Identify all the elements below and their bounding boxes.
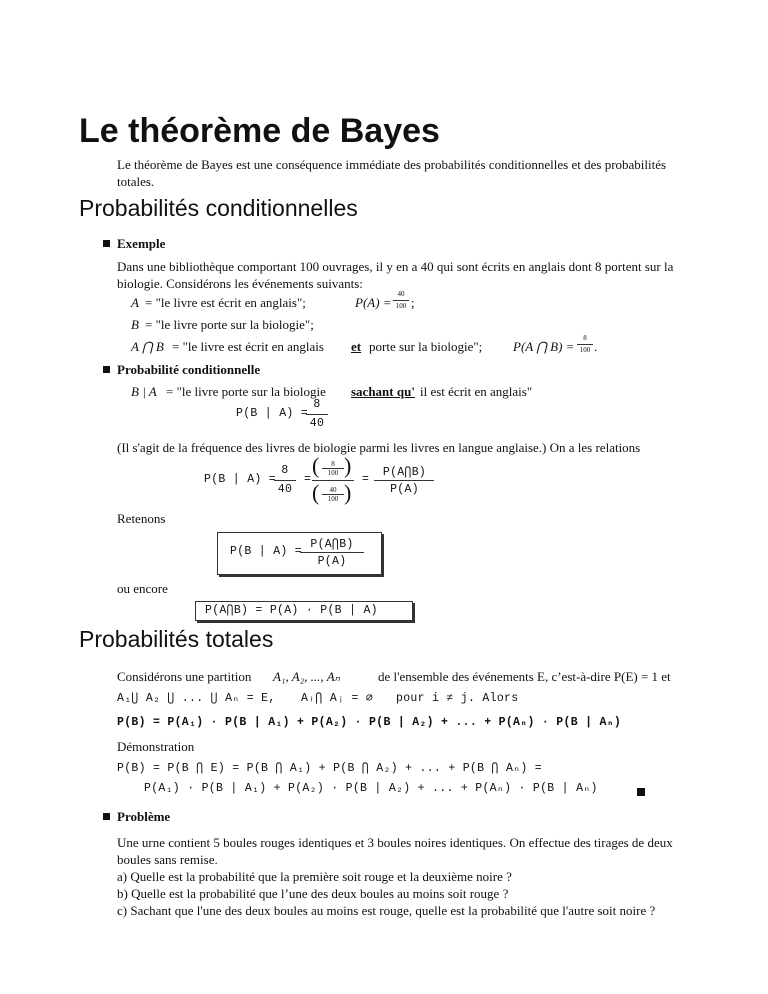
box2-formula: P(A⋂B) = P(A) · P(B | A): [205, 604, 378, 617]
event-ab-symbol: A ⋂ B: [131, 339, 164, 354]
rel-den4: P(A): [390, 483, 419, 496]
page-title: Le théorème de Bayes: [79, 112, 440, 150]
paren-icon: (: [312, 453, 320, 478]
total-probability-formula: P(B) = P(A₁) · P(B | A₁) + P(A₂) · P(B | A₂) + ... + P(Aₙ) · P(B | Aₙ): [117, 716, 622, 729]
cond-symbol: B | A: [131, 384, 157, 399]
prob-a-label: P(A) =: [355, 295, 392, 310]
event-ab-definition-1: = "le livre est écrit en anglais: [172, 339, 324, 354]
rel-den2: 100: [327, 469, 339, 477]
intro-paragraph: Le théorème de Bayes est une conséquence immédiate des probabilités conditionnelles et des probabilités totales.: [117, 157, 667, 189]
rel-num1: 8: [281, 464, 289, 477]
ou-encore-label: ou encore: [117, 581, 168, 596]
event-a-symbol: A: [131, 295, 139, 310]
question-b: b) Quelle est la probabilité que l’une des deux boules au moins soit rouge ?: [117, 886, 509, 901]
rel-den3: 100: [327, 495, 339, 503]
partition-text-2: de l'ensemble des événements E, c’est-à-dire P(E) = 1 et: [378, 669, 671, 684]
rel-num4: P(A⋂B): [382, 466, 427, 479]
partition-sets: A₁, A₂, ..., Aₙ: [273, 669, 340, 684]
demo-line-1: P(B) = P(B ⋂ E) = P(B ⋂ A₁) + P(B ⋂ A₂) + ... + P(B ⋂ Aₙ) =: [117, 762, 542, 775]
event-ab-definition-2: porte sur la biologie";: [369, 339, 483, 354]
fraction-bar: [306, 414, 328, 415]
paren-icon: (: [312, 480, 320, 505]
partition-text-1: Considérons une partition: [117, 669, 252, 684]
rel-eq2: =: [362, 473, 370, 486]
fraction-bar: [393, 300, 409, 301]
retenons-label: Retenons: [117, 511, 166, 526]
paren-icon: ): [344, 480, 352, 505]
inter-cond: pour i ≠ j. Alors: [396, 692, 519, 705]
prob-ab-numerator: 8: [583, 334, 587, 342]
demo-line-2: P(A₁) · P(B | A₁) + P(A₂) · P(B | A₂) + ... + P(Aₙ) · P(B | Aₙ): [144, 782, 598, 795]
event-b-symbol: B: [131, 317, 139, 332]
section-heading-totales: Probabilités totales: [79, 626, 274, 652]
pba-denominator: 40: [309, 417, 325, 430]
prob-a-numerator: 40: [397, 290, 405, 298]
rel-lhs: P(B | A) =: [204, 473, 277, 486]
example-label: Exemple: [117, 236, 166, 251]
fraction-bar: [577, 344, 593, 345]
fraction-bar: [300, 552, 364, 553]
event-b-definition: = "le livre porte sur la biologie";: [145, 317, 314, 332]
cond-definition-1: = "le livre porte sur la biologie: [166, 384, 326, 399]
cond-label: Probabilité conditionnelle: [117, 362, 261, 377]
bullet-icon: [103, 240, 110, 247]
cond-sachant: sachant qu': [351, 384, 415, 399]
example-paragraph: Dans une bibliothèque comportant 100 ouvrages, il y en a 40 qui sont écrits en anglais dont 8 portent sur la biologie. Considérons les événements suivants:: [117, 259, 674, 291]
inter-line: Aᵢ⋂ Aⱼ = ∅: [301, 692, 374, 705]
bullet-icon: [103, 813, 110, 820]
box1-numerator: P(A⋂B): [310, 538, 354, 551]
end-of-proof-icon: [637, 788, 645, 796]
prob-ab-end: .: [594, 339, 598, 354]
probleme-paragraph: Une urne contient 5 boules rouges identiques et 3 boules noires identiques. On effectue des tirages de deux boules sans remise.: [117, 835, 673, 867]
question-a: a) Quelle est la probabilité que la première soit rouge et la deuxième noire ?: [117, 869, 512, 884]
pba-label: P(B | A) =: [236, 407, 309, 420]
relation-paragraph: (Il s'agit de la fréquence des livres de biologie parmi les livres en langue anglaise.) On a les relations: [117, 440, 641, 455]
probleme-label: Problème: [117, 809, 171, 824]
prob-ab-denominator: 100: [579, 346, 591, 354]
rel-num2: 8: [331, 460, 335, 468]
box1-lhs: P(B | A) =: [230, 545, 303, 558]
pba-numerator: 8: [313, 398, 321, 411]
fraction-bar: [374, 480, 434, 481]
fraction-bar: [274, 480, 296, 481]
cond-definition-2: il est écrit en anglais": [420, 384, 533, 399]
union-line: A₁⋃ A₂ ⋃ ... ⋃ Aₙ = E,: [117, 692, 276, 705]
rel-eq: =: [304, 473, 312, 486]
event-ab-et: et: [351, 339, 362, 354]
section-heading-conditionnelles: Probabilités conditionnelles: [79, 195, 358, 221]
bullet-icon: [103, 366, 110, 373]
rel-den1: 40: [277, 483, 293, 496]
prob-ab-label: P(A ⋂ B) =: [513, 339, 575, 354]
paren-icon: ): [344, 453, 352, 478]
rel-num3: 40: [329, 486, 337, 494]
prob-a-denominator: 100: [395, 302, 407, 310]
box1-denominator: P(A): [317, 555, 347, 568]
demo-label: Démonstration: [117, 739, 195, 754]
prob-a-end: ;: [411, 295, 415, 310]
event-a-definition: = "le livre est écrit en anglais";: [145, 295, 306, 310]
question-c: c) Sachant que l'une des deux boules au moins est rouge, quelle est la probabilité que l'autre soit noire ?: [117, 903, 656, 918]
